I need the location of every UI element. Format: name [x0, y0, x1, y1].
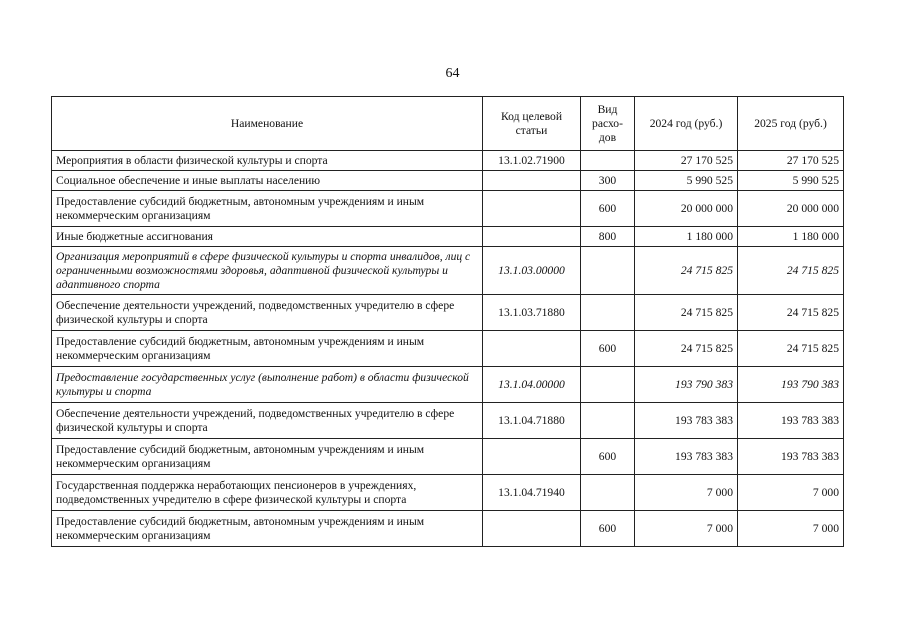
- row-2024: 24 715 825: [635, 247, 738, 295]
- row-2025: 27 170 525: [738, 151, 844, 171]
- row-2025: 193 783 383: [738, 403, 844, 439]
- row-vid: [581, 403, 635, 439]
- row-vid: 600: [581, 191, 635, 227]
- row-2025: 193 783 383: [738, 439, 844, 475]
- table-row: [52, 151, 844, 171]
- table-row: [52, 227, 844, 247]
- row-name: Мероприятия в области физической культуры и спорта: [52, 151, 483, 171]
- row-2024: 20 000 000: [635, 191, 738, 227]
- header-code: Код целевой статьи: [483, 97, 581, 151]
- row-code: 13.1.04.71940: [483, 475, 581, 511]
- row-2024: 193 783 383: [635, 439, 738, 475]
- row-code: [483, 511, 581, 547]
- row-code: 13.1.04.00000: [483, 367, 581, 403]
- table-row: [52, 191, 844, 227]
- row-vid: [581, 247, 635, 295]
- row-2025: 1 180 000: [738, 227, 844, 247]
- row-name: Государственная поддержка неработающих пенсионеров в учреждениях, подведомственных учредителю в сфере физической культуры и спорта: [52, 475, 483, 511]
- row-2024: 24 715 825: [635, 295, 738, 331]
- row-vid: 600: [581, 511, 635, 547]
- row-2024: 193 783 383: [635, 403, 738, 439]
- table-row: [52, 403, 844, 439]
- page-number: 64: [445, 66, 460, 81]
- row-name: Предоставление государственных услуг (выполнение работ) в области физической культуры и спорта: [52, 367, 483, 403]
- table-row: [52, 367, 844, 403]
- table-row: [52, 171, 844, 191]
- row-2025: 24 715 825: [738, 295, 844, 331]
- row-2025: 24 715 825: [738, 247, 844, 295]
- header-row: [52, 97, 844, 151]
- header-vid: Вид расхо-дов: [581, 97, 635, 151]
- row-name: Обеспечение деятельности учреждений, подведомственных учредителю в сфере физической культуры и спорта: [52, 295, 483, 331]
- header-2024: 2024 год (руб.): [635, 97, 738, 151]
- row-name: Предоставление субсидий бюджетным, автономным учреждениям и иным некоммерческим организациям: [52, 331, 483, 367]
- row-name: Иные бюджетные ассигнования: [52, 227, 483, 247]
- row-2025: 24 715 825: [738, 331, 844, 367]
- table-row: [52, 331, 844, 367]
- row-name: Обеспечение деятельности учреждений, подведомственных учредителю в сфере физической культуры и спорта: [52, 403, 483, 439]
- row-code: 13.1.04.71880: [483, 403, 581, 439]
- row-code: 13.1.02.71900: [483, 151, 581, 171]
- row-name: Предоставление субсидий бюджетным, автономным учреждениям и иным некоммерческим организациям: [52, 439, 483, 475]
- row-2024: 7 000: [635, 475, 738, 511]
- row-vid: [581, 295, 635, 331]
- row-2025: 5 990 525: [738, 171, 844, 191]
- row-code: 13.1.03.00000: [483, 247, 581, 295]
- row-vid: 600: [581, 331, 635, 367]
- row-2025: 7 000: [738, 475, 844, 511]
- row-code: [483, 331, 581, 367]
- row-vid: 600: [581, 439, 635, 475]
- row-code: 13.1.03.71880: [483, 295, 581, 331]
- row-name: Социальное обеспечение и иные выплаты населению: [52, 171, 483, 191]
- row-vid: 800: [581, 227, 635, 247]
- row-vid: [581, 367, 635, 403]
- row-2025: 20 000 000: [738, 191, 844, 227]
- row-code: [483, 439, 581, 475]
- row-2024: 1 180 000: [635, 227, 738, 247]
- row-2025: 193 790 383: [738, 367, 844, 403]
- row-vid: [581, 151, 635, 171]
- row-code: [483, 191, 581, 227]
- row-name: Организация мероприятий в сфере физической культуры и спорта инвалидов, лиц с ограниченными возможностями здоровья, адаптивной физической культуры и адаптивного спорта: [52, 247, 483, 295]
- row-name: Предоставление субсидий бюджетным, автономным учреждениям и иным некоммерческим организациям: [52, 191, 483, 227]
- table-row: [52, 439, 844, 475]
- table-row: [52, 247, 844, 295]
- table-row: [52, 511, 844, 547]
- row-2024: 27 170 525: [635, 151, 738, 171]
- row-name: Предоставление субсидий бюджетным, автономным учреждениям и иным некоммерческим организациям: [52, 511, 483, 547]
- header-2025: 2025 год (руб.): [738, 97, 844, 151]
- header-name: Наименование: [52, 97, 483, 151]
- table-row: [52, 295, 844, 331]
- row-vid: 300: [581, 171, 635, 191]
- budget-table: [51, 96, 844, 547]
- row-2024: 193 790 383: [635, 367, 738, 403]
- row-code: [483, 227, 581, 247]
- row-2024: 24 715 825: [635, 331, 738, 367]
- row-2025: 7 000: [738, 511, 844, 547]
- row-2024: 7 000: [635, 511, 738, 547]
- row-code: [483, 171, 581, 191]
- table-row: [52, 475, 844, 511]
- row-vid: [581, 475, 635, 511]
- row-2024: 5 990 525: [635, 171, 738, 191]
